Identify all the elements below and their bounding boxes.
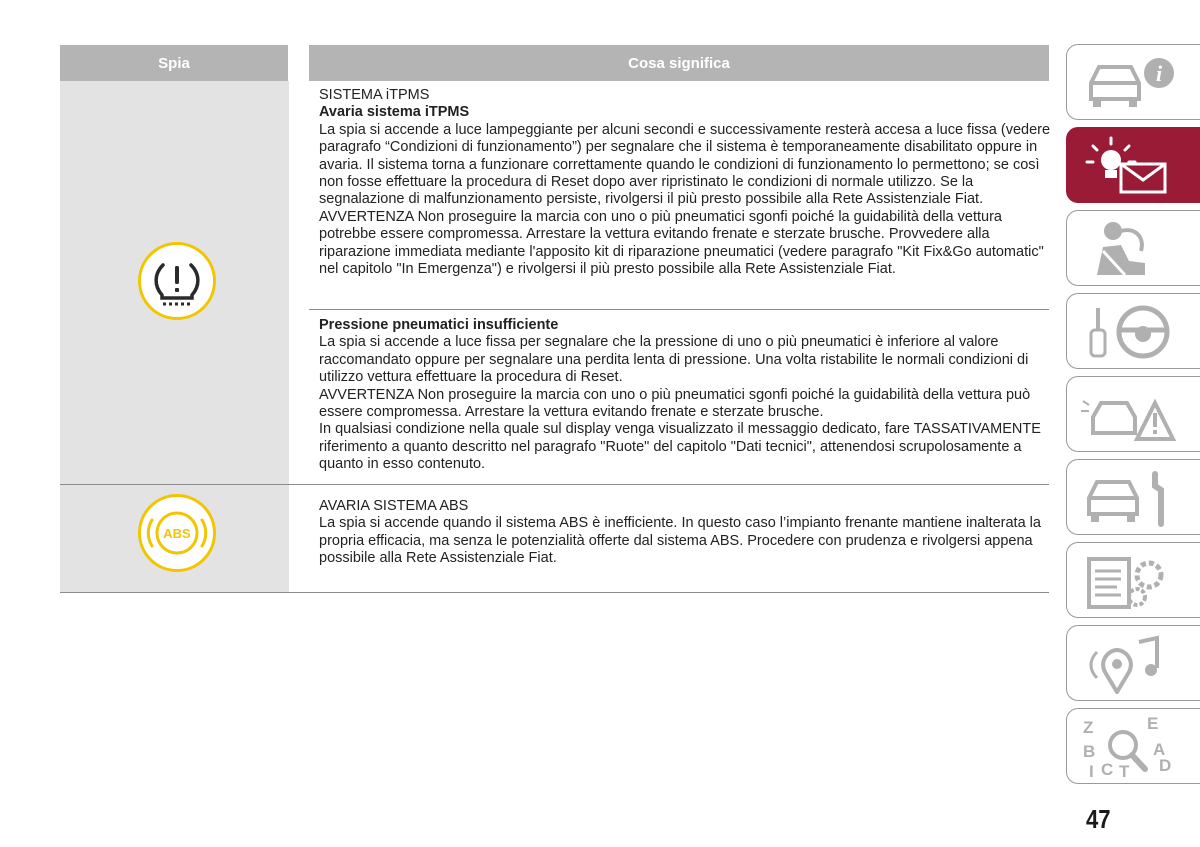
abs-fault-description: [319, 498, 1054, 568]
row-divider: [309, 309, 1049, 310]
abs-caption: AVARIA SISTEMA ABS: [319, 498, 469, 514]
tyre-pressure-body: La spia si accende a luce fissa per segnalare che la pressione di uno o più pneumatici è inferiore al valore raccomandato oppure per segnalare una perdita lenta di pressione. Una volta ristabilite le normali condizioni di utilizzo vettura effettuare la procedura di Reset.: [319, 334, 1029, 386]
abs-warning-icon: [137, 493, 217, 578]
tab-index[interactable]: [1066, 708, 1200, 784]
tab-safety[interactable]: [1066, 210, 1200, 286]
abs-body: La spia si accende quando il sistema ABS è inefficiente. In questo caso l’impianto frenante mantiene inalterata la propria efficacia, ma senza le potenzialità offerte dal sistema ABS. Procedere con prudenza e rivolgersi appena possibile alla Rete Assistenziale Fiat.: [319, 515, 1041, 567]
index-letter: I: [1089, 762, 1094, 777]
svg-text:i: i: [1155, 61, 1163, 86]
index-letter: T: [1119, 762, 1130, 777]
tab-starting-driving[interactable]: [1066, 293, 1200, 369]
tyre-pressure-warning: AVVERTENZA Non proseguire la marcia con uno o più pneumatici sgonfi poiché la guidabilità della vettura può essere compromessa. Arrestare la vettura evitando frenate e sterzate brusche.: [319, 386, 1031, 421]
index-letter: E: [1147, 715, 1159, 733]
technical-data-icon: [1077, 549, 1187, 611]
seat-safety-icon: [1077, 217, 1187, 279]
index-letter: D: [1159, 756, 1172, 775]
index-letter: B: [1083, 742, 1096, 761]
abs-icon-label: ABS: [163, 526, 191, 541]
tab-warning-lights[interactable]: [1066, 127, 1200, 203]
row-divider: [60, 484, 1049, 485]
key-steering-wheel-icon: [1077, 300, 1187, 362]
tab-car-info[interactable]: [1066, 44, 1200, 120]
tyre-pressure-description: [319, 317, 1054, 474]
tpms-fault-description: [319, 87, 1054, 278]
tyre-pressure-note: In qualsiasi condizione nella quale sul display venga visualizzato il messaggio dedicato, fare TASSATIVAMENTE riferimento a quanto descritto nel paragrafo "Ruote" del capitolo "Dati tecnici", attenendosi scrupolosamente a quanto in esso contenuto.: [319, 421, 1041, 473]
index-letter: C: [1101, 760, 1114, 777]
tpms-warning-icon: [137, 241, 217, 326]
column-header-spia: Spia: [60, 45, 288, 81]
index-letter: A: [1153, 740, 1166, 759]
index-letter: Z: [1083, 718, 1094, 737]
car-maintenance-icon: [1077, 466, 1187, 528]
index-icon: [1077, 715, 1187, 777]
tpms-caption: SISTEMA iTPMS: [319, 87, 430, 103]
tab-maintenance[interactable]: [1066, 459, 1200, 535]
tpms-fault-body: La spia si accende a luce lampeggiante per alcuni secondi e successivamente resterà accesa a luce fissa (vedere paragrafo “Condizioni di funzionamento”) per segnalare che il sistema è temporaneamente disabilitato oppure in avaria. Il sistema torna a funzionare correttamente quando le condizioni di funzionamento lo permettono; se così non fosse effettuare la procedura di Reset dopo aver ripristinato le condizioni di normale utilizzo. Se la segnalazione di malfunzionamento persiste, rivolgersi il più presto possibile alla Rete Assistenziale Fiat.: [319, 121, 1051, 208]
page-number: 47: [1086, 804, 1111, 834]
tpms-fault-title: Avaria sistema iTPMS: [319, 104, 470, 121]
tyre-pressure-title: Pressione pneumatici insufficiente: [319, 317, 559, 333]
car-info-icon: [1077, 51, 1187, 113]
multimedia-icon: [1077, 632, 1187, 694]
column-header-cosa-significa: Cosa significa: [309, 45, 1049, 81]
car-emergency-icon: [1077, 383, 1187, 445]
tab-multimedia[interactable]: [1066, 625, 1200, 701]
warning-lights-message-icon: [1077, 134, 1187, 196]
tab-technical-data[interactable]: [1066, 542, 1200, 618]
table-bottom-rule: [60, 592, 1049, 593]
tab-emergency[interactable]: [1066, 376, 1200, 452]
tpms-fault-warning: AVVERTENZA Non proseguire la marcia con uno o più pneumatici sgonfi poiché la guidabilità della vettura potrebbe essere compromessa. Arrestare la vettura evitando frenate e sterzate brusche. Provvedere alla riparazione immediata mediante l'apposito kit di riparazione pneumatici (vedere paragrafo "Kit Fix&Go automatic" nel capitolo "In Emergenza") e rivolgersi il più presto possibile alla Rete Assistenziale Fiat.: [319, 208, 1044, 278]
